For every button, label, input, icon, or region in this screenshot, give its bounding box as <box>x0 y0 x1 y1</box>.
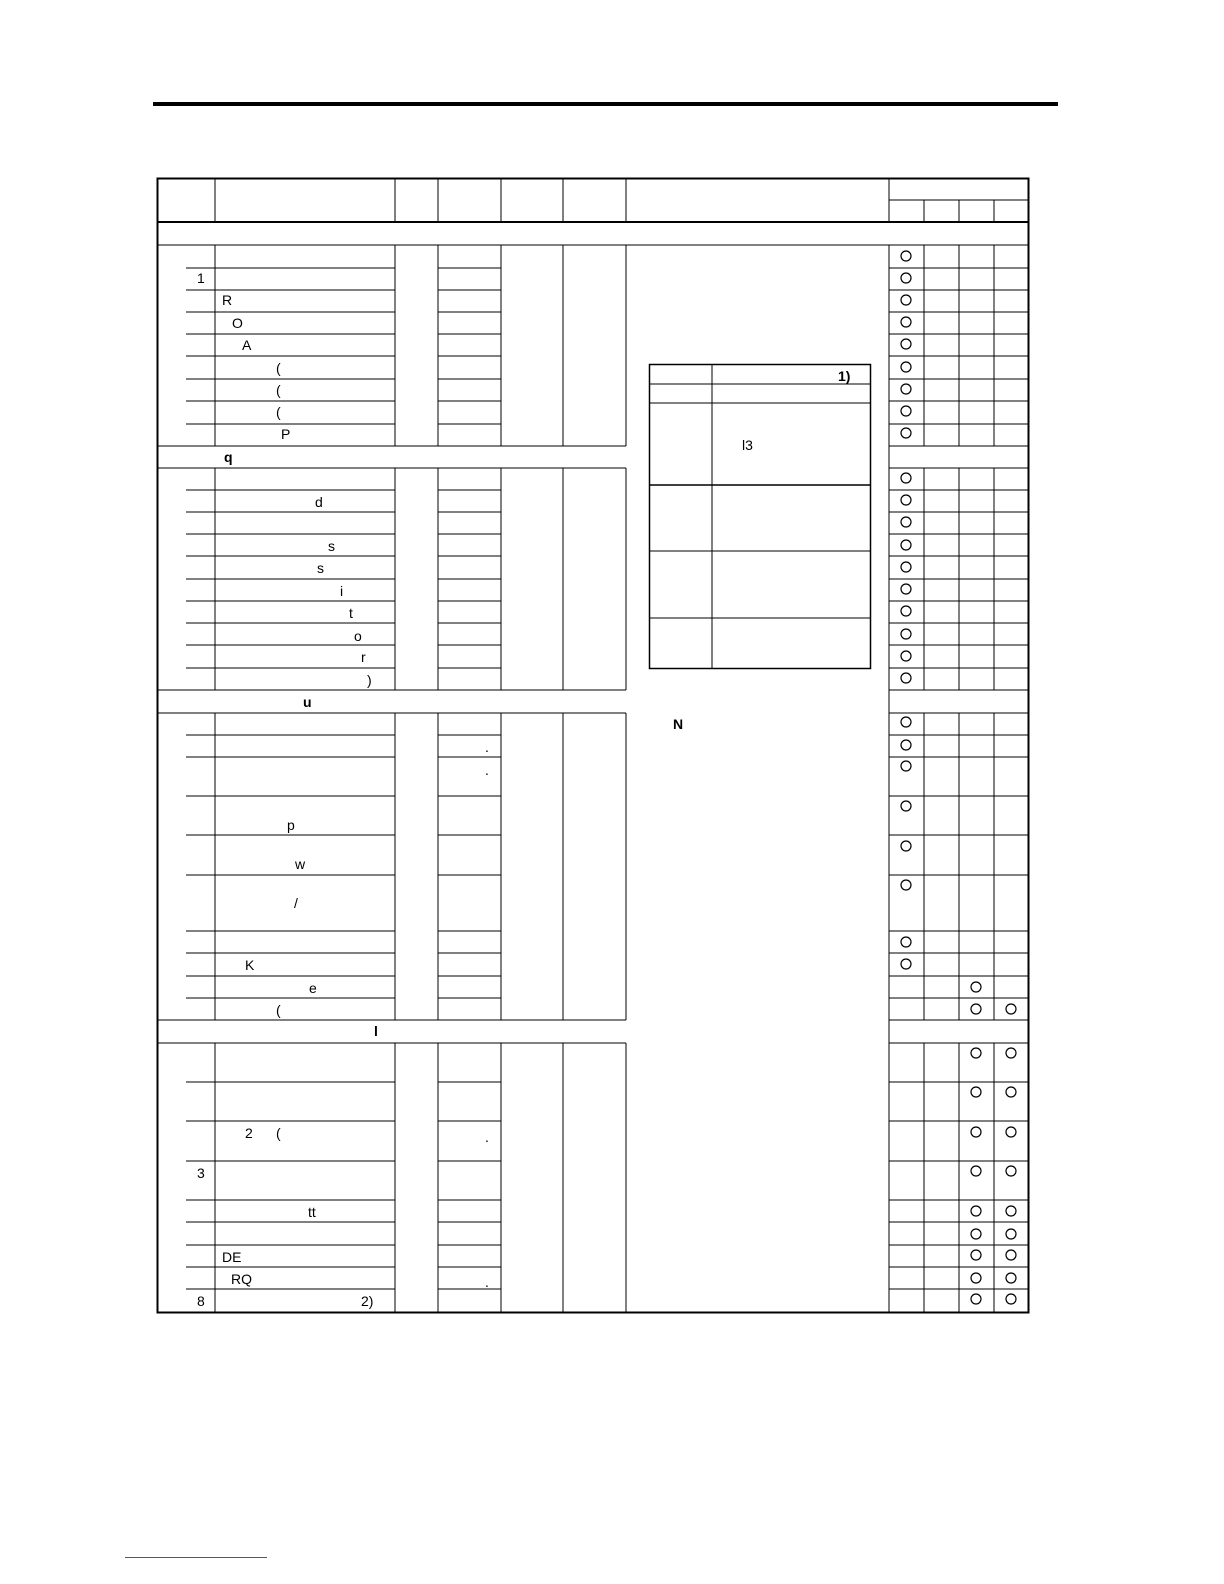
row-number: 1 <box>197 270 205 286</box>
circle-mark-icon <box>971 1048 981 1058</box>
circle-mark-icon <box>901 384 911 394</box>
circle-mark-icon <box>1006 1087 1016 1097</box>
circle-mark-icon <box>1006 1294 1016 1304</box>
circle-mark-icon <box>971 1250 981 1260</box>
row-label: e <box>309 980 317 996</box>
circle-mark-icon <box>901 473 911 483</box>
row-number: 8 <box>197 1293 205 1309</box>
inner-subtable <box>649 364 871 669</box>
circle-mark-icon <box>1006 1273 1016 1283</box>
circle-mark-icon <box>901 629 911 639</box>
circle-mark-icon <box>971 1206 981 1216</box>
circle-mark-icon <box>901 606 911 616</box>
table-frame <box>158 179 1029 1313</box>
circle-mark-icon <box>971 1087 981 1097</box>
row-label: 2) <box>361 1293 374 1309</box>
row-label: ( <box>276 360 281 376</box>
circle-mark-icon <box>901 959 911 969</box>
row-label: t <box>349 605 353 621</box>
row-label: DE <box>222 1249 242 1265</box>
row-label: / <box>294 895 298 911</box>
inner-header-note: 1) <box>838 368 851 384</box>
circle-mark-icon <box>901 841 911 851</box>
row-label: O <box>232 315 243 331</box>
section-heading: q <box>224 449 233 465</box>
circle-mark-icon <box>901 251 911 261</box>
footer-link-underline <box>125 1557 267 1558</box>
circle-mark-icon <box>901 801 911 811</box>
row-label: r <box>361 649 366 665</box>
circle-mark-icon <box>901 880 911 890</box>
row-label: o <box>354 628 362 644</box>
circle-mark-icon <box>1006 1250 1016 1260</box>
note-label: N <box>673 716 684 732</box>
circle-mark-icon <box>901 651 911 661</box>
inner-cell-text: l3 <box>742 437 753 453</box>
circle-mark-icon <box>901 717 911 727</box>
row-label: ( <box>276 404 281 420</box>
row-label: s <box>317 560 324 576</box>
row-label: RQ <box>231 1271 252 1287</box>
circle-mark-icon <box>971 1004 981 1014</box>
circle-mark-icon <box>901 339 911 349</box>
circle-mark-icon <box>971 982 981 992</box>
row-label: A <box>242 337 252 353</box>
row-label: s <box>328 538 335 554</box>
circle-mark-icon <box>901 317 911 327</box>
circle-mark-icon <box>901 495 911 505</box>
circle-mark-icon <box>901 673 911 683</box>
row-label: ( <box>276 1002 281 1018</box>
circle-mark-icon <box>1006 1048 1016 1058</box>
row-label: tt <box>308 1204 316 1220</box>
circle-mark-icon <box>901 406 911 416</box>
row-label: P <box>281 426 291 442</box>
row-value: . <box>485 762 489 778</box>
row-value: . <box>485 1274 489 1290</box>
circle-mark-icon <box>901 584 911 594</box>
circle-mark-icon <box>1006 1166 1016 1176</box>
circle-mark-icon <box>1006 1206 1016 1216</box>
row-label: d <box>315 494 323 510</box>
row-label: 2 <box>245 1125 253 1141</box>
circle-mark-icon <box>901 295 911 305</box>
circle-mark-icon <box>1006 1004 1016 1014</box>
circle-mark-icon <box>901 540 911 550</box>
circle-mark-icon <box>971 1127 981 1137</box>
circle-mark-icon <box>971 1229 981 1239</box>
circle-mark-icon <box>971 1273 981 1283</box>
row-label: ) <box>367 672 372 688</box>
section-heading: u <box>303 694 312 710</box>
circle-mark-icon <box>901 761 911 771</box>
circle-mark-icon <box>971 1294 981 1304</box>
row-value: . <box>485 1129 489 1145</box>
row-label: R <box>222 292 233 308</box>
circle-mark-icon <box>901 428 911 438</box>
circle-mark-icon <box>1006 1127 1016 1137</box>
row-label: K <box>245 957 255 973</box>
circle-mark-icon <box>971 1166 981 1176</box>
section-heading: l <box>374 1023 378 1039</box>
row-value: . <box>485 739 489 755</box>
row-label: w <box>295 856 306 872</box>
row-number: 3 <box>197 1165 205 1181</box>
row-label: i <box>340 583 344 599</box>
circle-mark-icon <box>901 362 911 372</box>
row-label: ( <box>276 382 281 398</box>
circle-mark-icon <box>1006 1229 1016 1239</box>
circle-mark-icon <box>901 740 911 750</box>
circle-mark-icon <box>901 562 911 572</box>
circle-mark-icon <box>901 517 911 527</box>
row-label: p <box>287 817 295 833</box>
circle-mark-icon <box>901 273 911 283</box>
circle-mark-icon <box>901 937 911 947</box>
row-label: ( <box>276 1125 281 1141</box>
